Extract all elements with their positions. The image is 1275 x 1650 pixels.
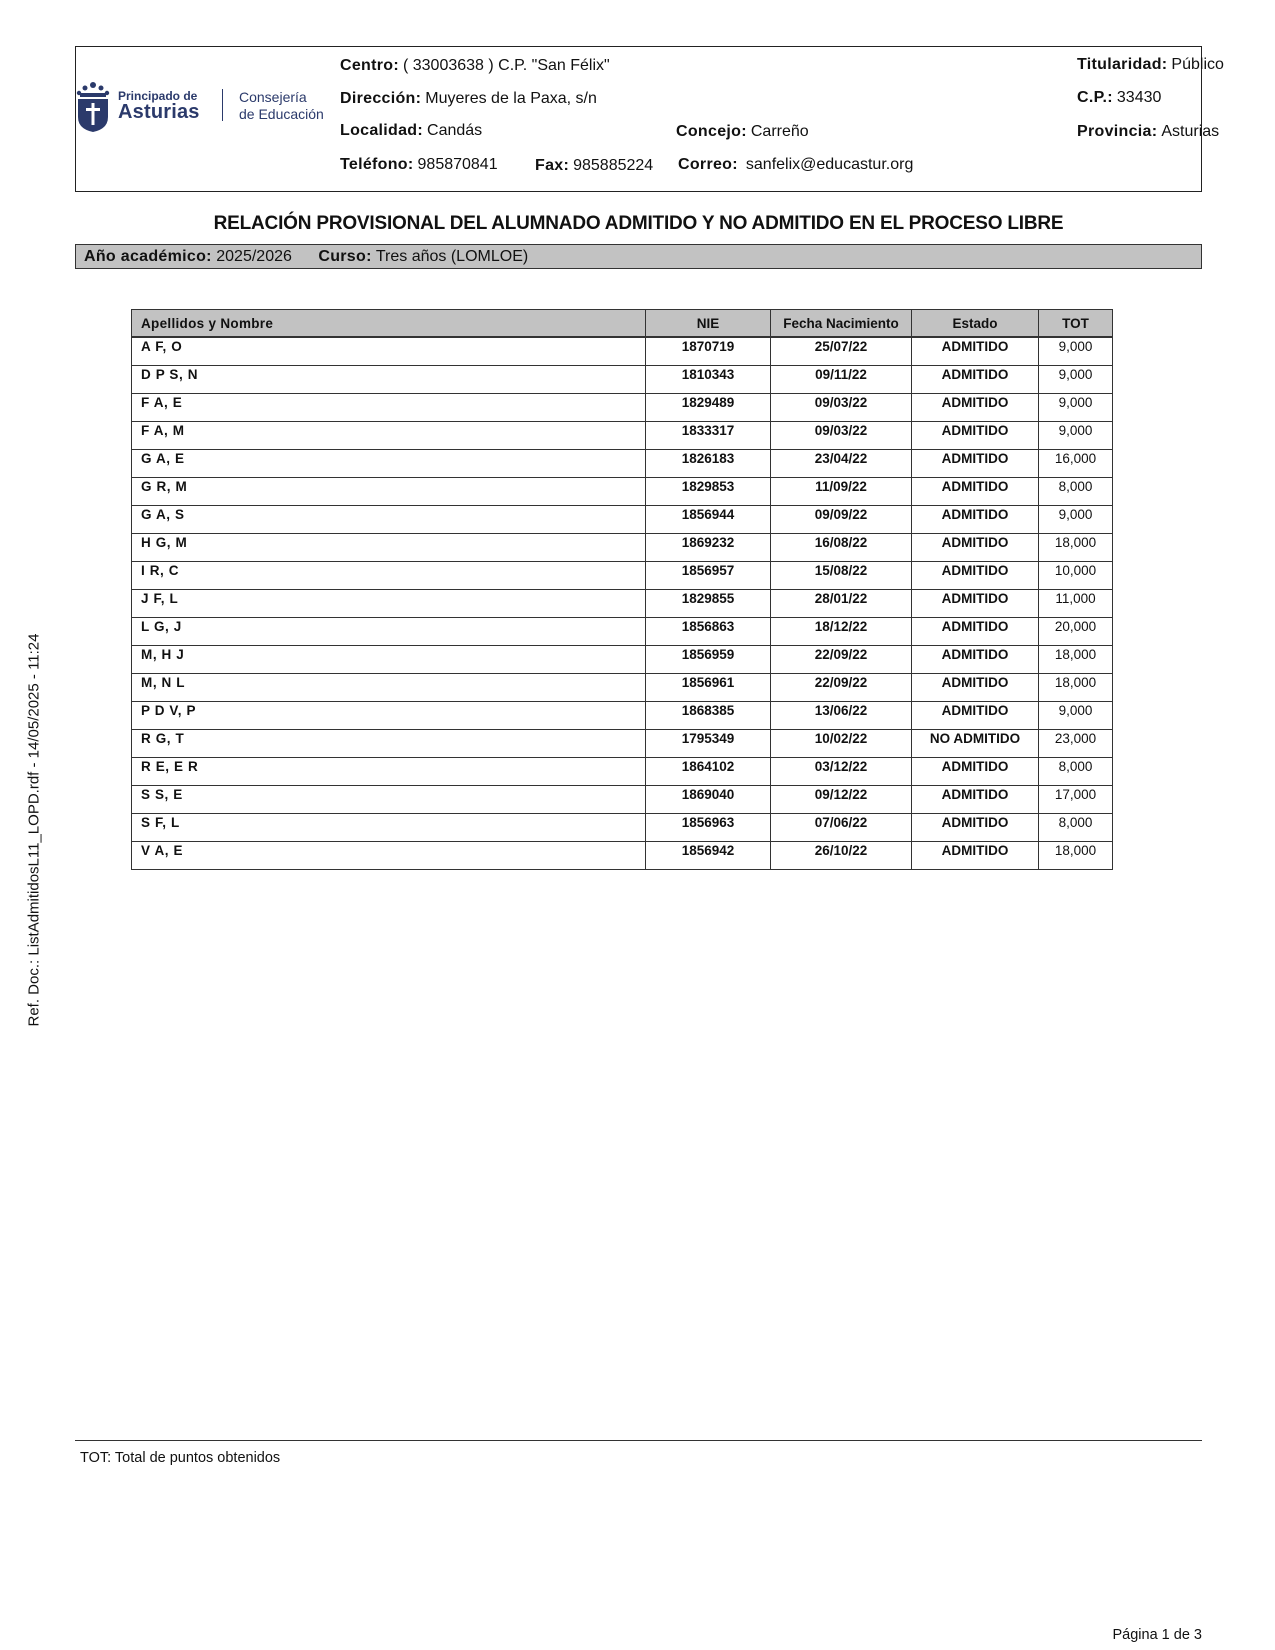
cell-estado: ADMITIDO [912, 814, 1039, 842]
column-header-estado: Estado [912, 310, 1039, 338]
cell-tot: 11,000 [1039, 590, 1113, 618]
logo-text-principado: Principado de [118, 89, 198, 103]
provincia-field [1077, 123, 1219, 141]
header-box [75, 46, 1224, 192]
titularidad-value: Público [1171, 56, 1224, 73]
cell-tot: 17,000 [1039, 786, 1113, 814]
cell-nie: 1869040 [646, 786, 771, 814]
principado-asturias-logo [76, 75, 336, 145]
direccion-field [340, 90, 597, 108]
correo-label: Correo: [678, 156, 738, 173]
cell-nie: 1833317 [646, 422, 771, 450]
cell-nombre: I R, C [132, 562, 646, 590]
titularidad-field [1077, 56, 1224, 74]
cell-fecha: 09/12/22 [771, 786, 912, 814]
table-row [132, 814, 1113, 842]
cell-estado: ADMITIDO [912, 394, 1039, 422]
document-reference: Ref. Doc.: ListAdmitidosL11_LOPD.rdf - 14/05/2025 - 11:24 [25, 633, 43, 1027]
cell-fecha: 15/08/22 [771, 562, 912, 590]
correo-field [678, 156, 913, 174]
cell-tot: 8,000 [1039, 814, 1113, 842]
table-row [132, 758, 1113, 786]
cell-tot: 8,000 [1039, 478, 1113, 506]
anio-label: Año académico: [84, 248, 212, 265]
cell-estado: ADMITIDO [912, 590, 1039, 618]
table-row [132, 450, 1113, 478]
students-table [131, 309, 1113, 870]
cell-fecha: 22/09/22 [771, 646, 912, 674]
cell-tot: 9,000 [1039, 337, 1113, 366]
cell-fecha: 22/09/22 [771, 674, 912, 702]
cell-nie: 1810343 [646, 366, 771, 394]
cell-estado: ADMITIDO [912, 786, 1039, 814]
cell-nombre: F A, E [132, 394, 646, 422]
cell-tot: 10,000 [1039, 562, 1113, 590]
table-row [132, 674, 1113, 702]
cell-nie: 1829489 [646, 394, 771, 422]
anio-value: 2025/2026 [216, 248, 292, 265]
cell-nie: 1870719 [646, 337, 771, 366]
cell-nie: 1826183 [646, 450, 771, 478]
cell-nombre: M, H J [132, 646, 646, 674]
table-row [132, 422, 1113, 450]
provincia-label: Provincia: [1077, 123, 1158, 140]
table-row [132, 478, 1113, 506]
cp-field [1077, 89, 1161, 107]
curso-label: Curso: [318, 248, 372, 265]
cp-value: 33430 [1116, 89, 1162, 106]
cell-estado: ADMITIDO [912, 337, 1039, 366]
cell-nombre: S S, E [132, 786, 646, 814]
cell-estado: ADMITIDO [912, 842, 1039, 870]
cell-tot: 9,000 [1039, 366, 1113, 394]
correo-value: sanfelix@educastur.org [745, 156, 914, 173]
cell-estado: ADMITIDO [912, 674, 1039, 702]
cell-tot: 20,000 [1039, 618, 1113, 646]
cell-estado: ADMITIDO [912, 618, 1039, 646]
cell-nombre: J F, L [132, 590, 646, 618]
cell-tot: 18,000 [1039, 674, 1113, 702]
logo-text-consejeria: Consejería [239, 89, 307, 105]
cell-fecha: 18/12/22 [771, 618, 912, 646]
concejo-value: Carreño [750, 123, 809, 140]
centro-value: ( 33003638 ) C.P. "San Félix" [402, 57, 610, 74]
cell-fecha: 26/10/22 [771, 842, 912, 870]
cell-fecha: 28/01/22 [771, 590, 912, 618]
cell-tot: 9,000 [1039, 422, 1113, 450]
cell-estado: ADMITIDO [912, 506, 1039, 534]
page-number: Página 1 de 3 [1112, 1627, 1202, 1643]
table-row [132, 786, 1113, 814]
cell-estado: ADMITIDO [912, 366, 1039, 394]
cell-tot: 16,000 [1039, 450, 1113, 478]
cell-nombre: G A, E [132, 450, 646, 478]
centro-label: Centro: [340, 57, 399, 74]
fax-field [535, 157, 653, 175]
asturias-crest-icon [76, 79, 110, 133]
provincia-value: Asturias [1161, 123, 1220, 140]
cell-estado: ADMITIDO [912, 450, 1039, 478]
table-row [132, 618, 1113, 646]
footer-divider [75, 1440, 1202, 1441]
cell-nie: 1856944 [646, 506, 771, 534]
cell-fecha: 03/12/22 [771, 758, 912, 786]
cell-nombre: G R, M [132, 478, 646, 506]
cell-nombre: G A, S [132, 506, 646, 534]
cell-fecha: 16/08/22 [771, 534, 912, 562]
table-row [132, 337, 1113, 366]
cell-fecha: 09/11/22 [771, 366, 912, 394]
cell-nie: 1856959 [646, 646, 771, 674]
cell-nie: 1868385 [646, 702, 771, 730]
cell-estado: ADMITIDO [912, 702, 1039, 730]
cell-tot: 18,000 [1039, 534, 1113, 562]
logo-text-educacion: de Educación [239, 106, 324, 122]
table-row [132, 394, 1113, 422]
cell-nombre: R E, E R [132, 758, 646, 786]
titularidad-label: Titularidad: [1077, 56, 1168, 73]
cell-nie: 1856942 [646, 842, 771, 870]
cell-nie: 1829855 [646, 590, 771, 618]
table-row [132, 534, 1113, 562]
cell-nombre: M, N L [132, 674, 646, 702]
cell-estado: ADMITIDO [912, 646, 1039, 674]
cell-nie: 1856863 [646, 618, 771, 646]
column-header-nie: NIE [646, 310, 771, 338]
academic-info-bar [75, 244, 1202, 269]
cell-nombre: P D V, P [132, 702, 646, 730]
cell-fecha: 09/09/22 [771, 506, 912, 534]
table-row [132, 506, 1113, 534]
localidad-value: Candás [427, 122, 483, 139]
centro-field [340, 57, 610, 75]
cell-nombre: D P S, N [132, 366, 646, 394]
curso-value: Tres años (LOMLOE) [375, 248, 529, 265]
table-row [132, 842, 1113, 870]
cell-tot: 9,000 [1039, 506, 1113, 534]
cell-nie: 1829853 [646, 478, 771, 506]
fax-label: Fax: [535, 157, 570, 174]
cell-tot: 8,000 [1039, 758, 1113, 786]
cell-nombre: L G, J [132, 618, 646, 646]
column-header-tot: TOT [1039, 310, 1113, 338]
table-row [132, 590, 1113, 618]
table-header-row [132, 310, 1113, 338]
cell-fecha: 13/06/22 [771, 702, 912, 730]
cell-nombre: F A, M [132, 422, 646, 450]
table-row [132, 730, 1113, 758]
cell-tot: 18,000 [1039, 842, 1113, 870]
cell-nombre: R G, T [132, 730, 646, 758]
column-header-nombre: Apellidos y Nombre [132, 310, 646, 338]
cell-estado: ADMITIDO [912, 422, 1039, 450]
fax-value: 985885224 [573, 157, 654, 174]
concejo-label: Concejo: [676, 123, 747, 140]
cell-tot: 9,000 [1039, 394, 1113, 422]
cell-fecha: 10/02/22 [771, 730, 912, 758]
table-row [132, 646, 1113, 674]
cell-fecha: 25/07/22 [771, 337, 912, 366]
footnote: TOT: Total de puntos obtenidos [80, 1450, 281, 1466]
cell-estado: ADMITIDO [912, 758, 1039, 786]
logo-text-asturias: Asturias [118, 101, 200, 123]
logo-divider [222, 89, 223, 121]
cell-estado: ADMITIDO [912, 534, 1039, 562]
table-row [132, 562, 1113, 590]
cell-fecha: 07/06/22 [771, 814, 912, 842]
cell-fecha: 09/03/22 [771, 422, 912, 450]
table-row [132, 366, 1113, 394]
cell-tot: 23,000 [1039, 730, 1113, 758]
cell-fecha: 09/03/22 [771, 394, 912, 422]
cell-estado: ADMITIDO [912, 562, 1039, 590]
table-body [132, 337, 1113, 870]
cell-nombre: S F, L [132, 814, 646, 842]
cell-tot: 9,000 [1039, 702, 1113, 730]
cell-nombre: H G, M [132, 534, 646, 562]
cell-nombre: A F, O [132, 337, 646, 366]
telefono-label: Teléfono: [340, 156, 414, 173]
cell-fecha: 23/04/22 [771, 450, 912, 478]
cp-label: C.P.: [1077, 89, 1113, 106]
table-row [132, 702, 1113, 730]
cell-nie: 1869232 [646, 534, 771, 562]
cell-tot: 18,000 [1039, 646, 1113, 674]
cell-estado: NO ADMITIDO [912, 730, 1039, 758]
cell-nie: 1856957 [646, 562, 771, 590]
cell-nie: 1856961 [646, 674, 771, 702]
cell-nie: 1795349 [646, 730, 771, 758]
cell-nombre: V A, E [132, 842, 646, 870]
cell-estado: ADMITIDO [912, 478, 1039, 506]
telefono-field [340, 156, 498, 174]
direccion-label: Dirección: [340, 90, 422, 107]
column-header-fecha: Fecha Nacimiento [771, 310, 912, 338]
document-title: RELACIÓN PROVISIONAL DEL ALUMNADO ADMITIDO Y NO ADMITIDO EN EL PROCESO LIBRE [213, 213, 1064, 234]
cell-fecha: 11/09/22 [771, 478, 912, 506]
direccion-value: Muyeres de la Paxa, s/n [425, 90, 597, 107]
cell-nie: 1856963 [646, 814, 771, 842]
localidad-field [340, 122, 482, 140]
telefono-value: 985870841 [417, 156, 498, 173]
cell-nie: 1864102 [646, 758, 771, 786]
localidad-label: Localidad: [340, 122, 424, 139]
concejo-field [676, 123, 809, 141]
